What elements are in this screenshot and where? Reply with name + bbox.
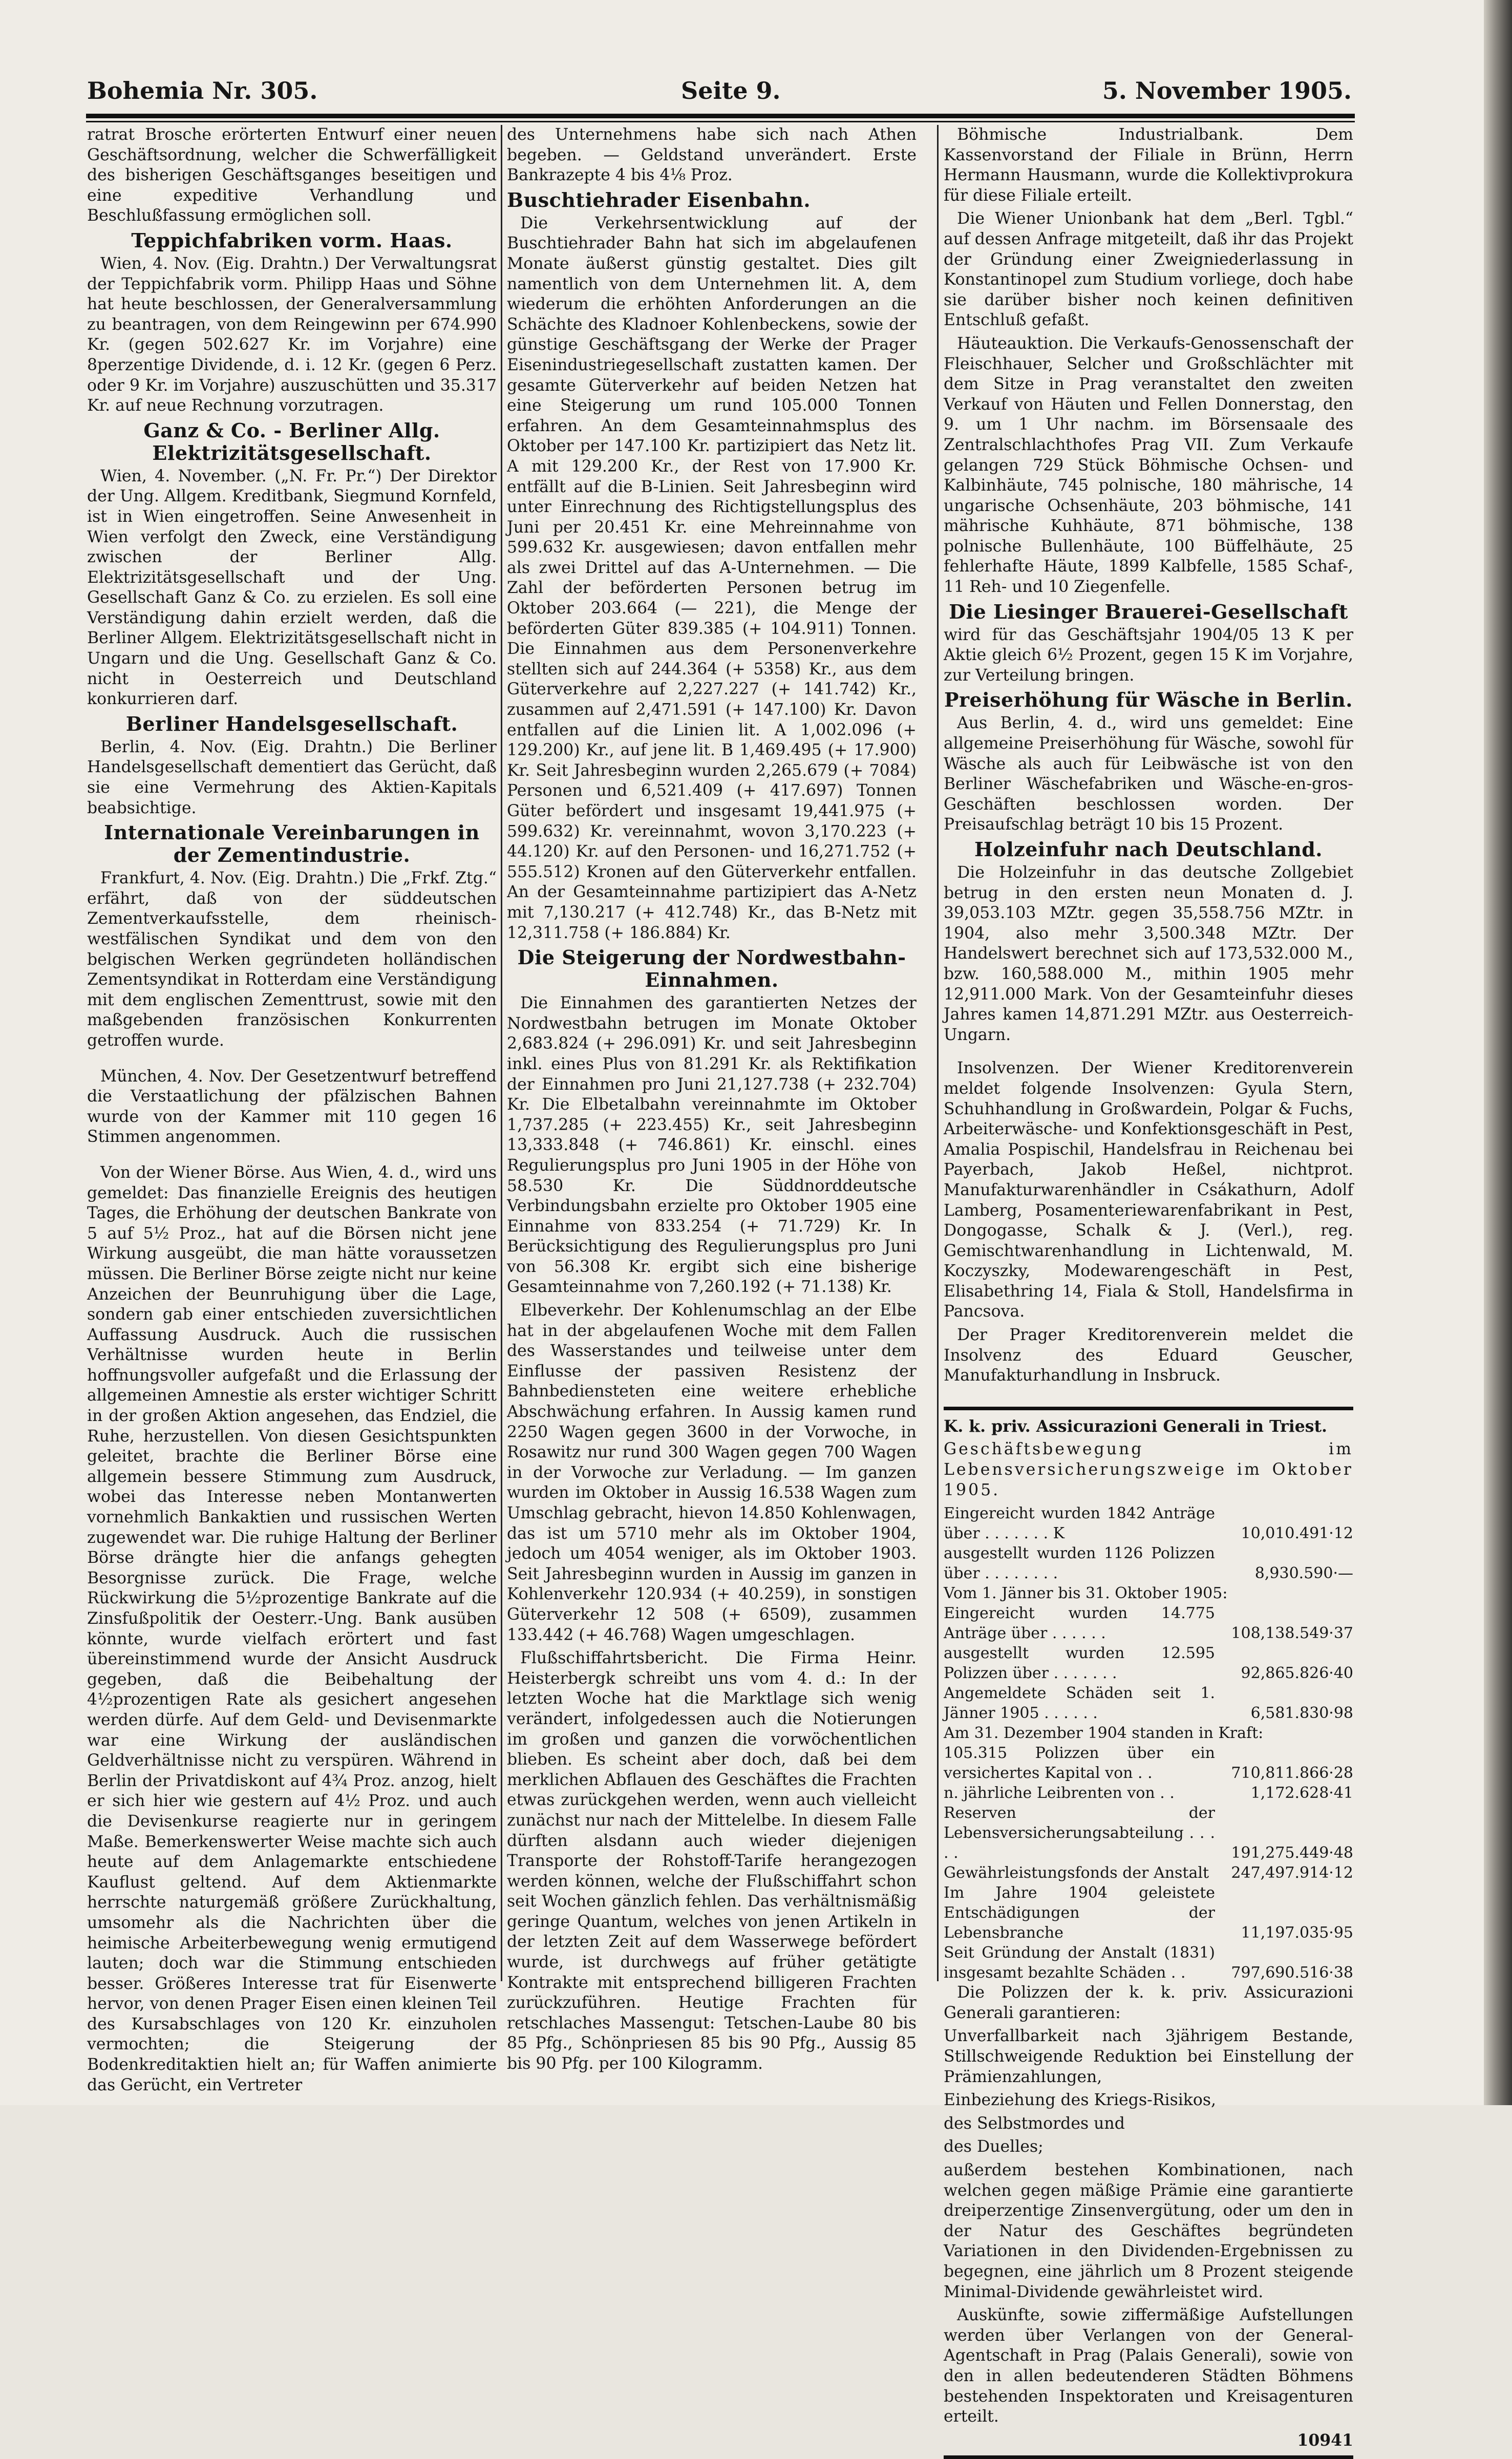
article-text: Die Verkehrsentwicklung auf der Buschtiehrader Bahn hat sich im abgelaufenen Monate äußerst günstig gestaltet. Dies gilt namentlich von dem Unternehmen lit. A, dem wiederum die erhöhten Anforderungen an die Schächte des Kladnoer Kohlenbeckens, sowie der günstige Geschäftsgang der Werke der Prager Eisenindustriegesellschaft zustatten kamen. Der gesamte Güterverkehr auf beiden Netzen hat eine Steigerung um rund 105.000 Tonnen erfahren. An dem Gesamteinnahmsplus des Oktober per 147.100 Kr. partizipiert das Netz lit. A mit 129.200 Kr., der Rest von 17.900 Kr. entfällt auf die B-Linien. Seit Jahresbeginn wird unter Einrechnung des Richtigstellungsplus des Juni per 20.451 Kr. eine Mehreinnahme von 599.632 Kr. ausgewiesen; davon entfallen mehr als zwei Drittel auf das A-Unternehmen. — Die Zahl der beförderten Personen betrug im Oktober 203.664 (— 221), die Menge der beförderten Güter 839.385 (+ 104.911) Tonnen. Die Einnahmen aus dem Personenverkehre stellten sich auf 244.364 (+ 5358) Kr., aus dem Güterverkehre auf 2,227.227 (+ 141.742) Kr., zusammen auf 2,471.591 (+ 147.100) Kr. Davon entfallen auf die Linien lit. A 1,002.096 (+ 129.200) Kr., auf jene lit. B 1,469.495 (+ 17.900) Kr. Seit Jahresbeginn wurden 2,265.679 (+ 7084) Personen und 6,521.409 (+ 417.697) Tonnen Güter befördert und insgesamt 19,441.975 (+ 599.632) Kr. vereinnahmt, wovon 3,170.223 (+ 44.120) Kr. auf den Personen- und 16,271.752 (+ 555.512) Kronen auf den Güterverkehr entfallen. An der Gesamteinnahme partizipiert das A-Netz mit 7,130.217 (+ 412.748) Kr., das B-Netz mit 12,311.758 (+ 186.884) Kr.: [507, 214, 917, 942]
article-heading: Berliner Handelsgesellschaft.: [125, 712, 458, 735]
figure-value: 797,690.516·38: [1231, 1964, 1353, 1982]
figure-row: [944, 1543, 1353, 1583]
figure-value: 1,172.628·41: [1250, 1784, 1353, 1803]
article-text: Berlin, 4. Nov. (Eig. Drahtn.) Die Berliner Handelsgesellschaft dementiert das Gerücht, daß sie eine Vermehrung des Aktien-Kapitals beabsichtige.: [87, 737, 497, 817]
figure-label: Reserven der Lebensversicherungsabteilung . . . . .: [944, 1804, 1215, 1862]
figure-value: 6,581.830·98: [1250, 1704, 1353, 1723]
ad-reference-number: 10941: [1297, 2430, 1353, 2450]
figure-label: Seit Gründung der Anstalt (1831) insgesamt bezahlte Schäden . .: [944, 1944, 1215, 1982]
figure-label: Eingereicht wurden 14.775 Anträge über . . . . . .: [944, 1604, 1215, 1643]
article-text: Die Wiener Unionbank hat dem „Berl. Tgbl.“ auf dessen Anfrage mitgeteilt, daß ihr das Projekt der Gründung einer Zweigniederlassung in Konstantinopel zum Studium vorliege, doch habe sie darüber bisher noch keinen definitiven Entschluß gefaßt.: [944, 209, 1353, 330]
column-rule-2: [937, 125, 939, 1981]
figure-label: n. jährliche Leibrenten von . .: [944, 1784, 1175, 1803]
figure-row: [944, 1803, 1353, 1863]
figure-row: [944, 1603, 1353, 1643]
figure-row: [944, 1943, 1353, 1983]
article-heading: Ganz & Co. - Berliner Allg. Elektrizitätsgesellschaft.: [143, 418, 440, 464]
figure-value: 92,865.826·40: [1241, 1664, 1353, 1683]
figure-subheading: Vom 1. Jänner bis 31. Oktober 1905:: [944, 1584, 1228, 1603]
ad-text: Unverfallbarkeit nach 3jährigem Bestande, Stillschweigende Reduktion bei Einstellung der Prämienzahlungen,: [944, 2027, 1353, 2086]
article-text: wird für das Geschäftsjahr 1904/05 13 K per Aktie gleich 6½ Prozent, gegen 15 K im Vorjahre, zur Verteilung bringen.: [944, 625, 1353, 685]
article-text: Flußschiffahrtsbericht. Die Firma Heinr. Heisterbergk schreibt uns vom 4. d.: In der letzten Woche hat die Marktlage sich wenig verändert, infolgedessen auch die Notierungen im großen und ganzen die vorwöchentlichen blieben. Es scheint aber doch, daß bei dem merklichen Abflauen des Geschäftes die Frachten etwas zurückgehen werden, wenn auch vielleicht zunächst nur nach der Mittelelbe. In diesem Falle dürften alsdann auch wieder diejenigen Transporte der Rohstoff-Tarife herangezogen werden können, welche der Flußschiffahrt schon seit Wochen gänzlich fehlen. Das verhältnismäßig geringe Quantum, welches von jenen Artikeln in der letzten Zeit auf dem Wasserwege befördert wurde, ist durchwegs auf früher getätigte Kontrakte mit entsprechend billigeren Frachten zurückzuführen. Heutige Frachten für retschlaches Massengut: Tetschen-Laube 80 bis 85 Pfg., Schönpriesen 85 bis 90 Pfg., Aussig 85 bis 90 Pfg. per 100 Kilogramm.: [507, 1649, 917, 2073]
article-heading: Teppichfabriken vorm. Haas.: [131, 228, 453, 252]
article-text: Von der Wiener Börse. Aus Wien, 4. d., wird uns gemeldet: Das finanzielle Ereignis des heutigen Tages, die Erhöhung der deutschen Bankrate von 5 auf 5½ Proz., hat auf die Börsen nicht jene Wirkung ausgeübt, die man hätte voraussetzen müssen. Die Berliner Börse zeigte nicht nur keine Anzeichen der Beunruhigung über die Lage, sondern gab einer entschieden zuversichtlichen Auffassung Ausdruck. Auch die russischen Verhältnisse wurden heute in Berlin hoffnungsvoller aufgefaßt und die Erlassung der allgemeinen Amnestie als erster wichtiger Schritt in der großen Aktion angesehen, das Endziel, die Ruhe, herzustellen. Von diesen Gesichtspunkten geleitet, brachte die Berliner Börse eine allgemein bessere Stimmung zum Ausdruck, wobei das Interesse neben Montanwerten vornehmlich Bankaktien und russischen Werten zugewendet war. Die ruhige Haltung der Berliner Börse drängte hier die anfangs gehegten Besorgnisse zurück. Die Frage, welche Rückwirkung die 5½prozentige Bankrate auf die Zinsfußpolitik der Oesterr.-Ung. Bank ausüben könnte, wurde vielfach erörtert und fast übereinstimmend wurde der Ansicht Ausdruck gegeben, daß die Beibehaltung der 4½prozentigen Rate als gesichert angesehen werden dürfe. Auf dem Geld- und Devisenmarkte war eine Wirkung der ausländischen Geldverhältnisse nicht zu verspüren. Während in Berlin der Privatdiskont auf 4¾ Proz. anzog, hielt er sich hier wie gestern auf 4½ Proz. und auch die Devisenkurse reagierte nur in geringem Maße. Bemerkenswerter Weise machte sich auch heute auf dem Anlagemarkte entschiedene Kauflust geltend. Auf dem Aktienmarkte herrschte naturgemäß größere Zurückhaltung, umsomehr als die Nachrichten über die heimische Arbeiterbewegung wenig ermutigend lauten; doch war die Stimmung entschieden besser. Größeres Interesse trat für Eisenwerte hervor, von denen Prager Eisen einen kleinen Teil des Kursabschlages von 120 Kr. einzuholen vermochten; die Steigerung der Bodenkreditaktien hielt an; für Waffen animierte das Gerücht, ein Vertreter: [87, 1163, 497, 2094]
figure-label: ausgestellt wurden 1126 Polizzen über . . . . . . . .: [944, 1544, 1215, 1583]
figure-row: [944, 1783, 1353, 1803]
article-heading: Preiserhöhung für Wäsche in Berlin.: [944, 688, 1353, 712]
ad-text: des Duelles;: [944, 2137, 1044, 2156]
article-text: des Unternehmens habe sich nach Athen begeben. — Geldstand unverändert. Erste Bankrazepte 4 bis 4⅛ Proz.: [507, 125, 917, 185]
column-1: [87, 125, 497, 2094]
article-text: Aus Berlin, 4. d., wird uns gemeldet: Eine allgemeine Preiserhöhung für Wäsche, sowohl für Wäsche als auch für Leibwäsche ist von den Berliner Wäschefabriken und Wäsche-en-gros-Geschäften beschlossen worden. Der Preisaufschlag beträgt 10 bis 15 Prozent.: [944, 714, 1353, 834]
column-3: [944, 125, 1353, 2450]
page-number: Seite 9.: [681, 77, 781, 104]
figure-value: 247,497.914·12: [1231, 1864, 1353, 1882]
figure-label: Eingereicht wurden 1842 Anträge über . . . . . . . K: [944, 1504, 1215, 1543]
figure-label: Angemeldete Schäden seit 1. Jänner 1905 . . . . . .: [944, 1684, 1215, 1723]
ad-intro: Geschäftsbewegung im Lebensversicherungszweige im Oktober 1905.: [944, 1440, 1353, 1499]
figure-label: Gewährleistungsfonds der Anstalt: [944, 1864, 1209, 1882]
figure-value: 710,811.866·28: [1231, 1764, 1353, 1783]
article-text: München, 4. Nov. Der Gesetzentwurf betreffend die Verstaatlichung der pfälzischen Bahnen wurde von der Kammer mit 110 gegen 16 Stimmen angenommen.: [87, 1067, 497, 1147]
figure-value: 191,275.449·48: [1231, 1844, 1353, 1862]
column-2: [507, 125, 917, 2073]
article-text: Wien, 4. November. („N. Fr. Pr.“) Der Direktor der Ung. Allgem. Kreditbank, Siegmund Kornfeld, ist in Wien eingetroffen. Seine Anwesenheit in Wien verfolgt den Zweck, eine Verständigung zwischen der Berliner Allg. Elektrizitätsgesellschaft und der Ung. Gesellschaft Ganz & Co. zu erzielen. Es soll eine Verständigung dahin erzielt werden, daß die Berliner Allgem. Elektrizitätsgesellschaft nicht in Ungarn und die Ung. Gesellschaft Ganz & Co. nicht in Oesterreich und Deutschland konkurrieren darf.: [87, 467, 497, 709]
figure-row: [944, 1883, 1353, 1943]
ad-text: Einbeziehung des Kriegs-Risikos,: [944, 2091, 1217, 2110]
article-heading: Holzeinfuhr nach Deutschland.: [974, 838, 1323, 861]
figure-subheading: Am 31. Dezember 1904 standen in Kraft:: [944, 1724, 1264, 1743]
figure-row: [944, 1683, 1353, 1723]
figure-value: 10,010.491·12: [1241, 1524, 1353, 1543]
figure-label: 105.315 Polizzen über ein versichertes Kapital von . .: [944, 1744, 1215, 1783]
header-rule-thin: [86, 121, 1355, 122]
article-text: Elbeverkehr. Der Kohlenumschlag an der Elbe hat in der abgelaufenen Woche mit dem Fallen des Wasserstandes und teilweise unter dem Einflusse der passiven Resistenz der Bahnbediensteten eine weitere erhebliche Abschwächung erfahren. In Aussig kamen rund 2250 Wagen gegen 3600 in der Vorwoche, in Rosawitz nur rund 300 Wagen gegen 700 Wagen in der Vorwoche zur Verladung. — Im ganzen wurden im Oktober in Aussig 16.538 Wagen zum Umschlag gebracht, hievon 14.850 Kohlenwagen, das ist um 5710 mehr als im Oktober 1904, jedoch um 4054 weniger, als im Oktober 1903. Seit Jahresbeginn wurden in Aussig im ganzen in Kohlenverkehr 120.934 (+ 40.259), in sonstigen Güterverkehr 12 508 (+ 6509), zusammen 133.442 (+ 46.768) Wagen umgeschlagen.: [507, 1301, 917, 1644]
figure-label: Im Jahre 1904 geleistete Entschädigungen der Lebensbranche: [944, 1884, 1215, 1942]
ad-figures: [944, 1503, 1353, 1983]
issue-date: 5. November 1905.: [1102, 77, 1352, 104]
article-heading: Buschtiehrader Eisenbahn.: [507, 188, 811, 211]
article-text: Die Einnahmen des garantierten Netzes der Nordwestbahn betrugen im Monate Oktober 2,683.824 (+ 296.091) Kr. und seit Jahresbeginn inkl. eines Plus von 81.291 Kr. als Rektifikation der Einnahmen pro Juni 21,127.738 (+ 232.704) Kr. Die Elbetalbahn vereinnahmte im Oktober 1,737.285 (+ 223.455) Kr., seit Jahresbeginn 13,333.848 (+ 746.861) Kr. einschl. eines Regulierungsplus pro Juni 1905 in der Höhe von 58.530 Kr. Die Süddnorddeutsche Verbindungsbahn erzielte pro Oktober 1905 eine Einnahme von 833.254 (+ 71.729) Kr. In Berücksichtigung des Regulierungsplus pro Juni von 56.308 Kr. ergibt sich eine bisherige Gesamteinnahme von 7,260.192 (+ 71.138) Kr.: [507, 994, 917, 1297]
figure-row: [944, 1643, 1353, 1683]
article-text: Der Prager Kreditorenverein meldet die Insolvenz des Eduard Geuscher, Manufakturhandlung in Insbruck.: [944, 1326, 1353, 1385]
scan-edge: [1484, 0, 1512, 2105]
issue-number: Bohemia Nr. 305.: [87, 77, 318, 104]
figure-value: 8,930.590·—: [1254, 1564, 1353, 1583]
figure-row: [944, 1503, 1353, 1543]
article-text: Insolvenzen. Der Wiener Kreditorenverein meldet folgende Insolvenzen: Gyula Stern, Schuhhandlung in Großwardein, Polgar & Fuchs, Arbeiterwäsche- und Konfektionsgeschäft in Pest, Amalia Pospischil, Handelsfrau in Reichenau bei Payerbach, Jakob Heßel, nichtprot. Manufakturwarenhändler in Csákathurn, Adolf Lamberg, Posamenteriewarenfabrikant in Pest, Dongogasse, Schalk & J. (Verl.), reg. Gemischtwarenhandlung in Lichtenwald, M. Koczyszky, Modewarengeschäft in Pest, Elisabethring 14, Fiala & Stoll, Handelsfirma in Pancsova.: [944, 1059, 1353, 1321]
article-heading: Internationale Vereinbarungen in der Zementindustrie.: [104, 821, 480, 867]
article-text: Die Holzeinfuhr in das deutsche Zollgebiet betrug in den ersten neun Monaten d. J. 39,053.103 MZtr. gegen 35,558.756 MZtr. in 1904, also mehr 3,500.348 MZtr. Der Handelswert berechnet sich auf 173,532.000 M., bzw. 160,588.000 M., mithin 1905 mehr 12,911.000 Mark. Von der Gesamteinfuhr dieses Jahres kamen 14,871.291 MZtr. aus Oesterreich-Ungarn.: [944, 863, 1353, 1044]
article-text: Frankfurt, 4. Nov. (Eig. Drahtn.) Die „Frkf. Ztg.“ erfährt, daß von der süddeutschen Zementverkaufsstelle, dem rheinisch-westfälischen Syndikat und dem von den belgischen Werken gegründeten holländischen Zementsyndikat in Rotterdam eine Verständigung mit dem englischen Zementtrust, sowie mit den maßgebenden französischen Konkurrenten getroffen wurde.: [87, 869, 497, 1050]
article-text: Häuteauktion. Die Verkaufs-Genossenschaft der Fleischhauer, Selcher und Großschlächter mit dem Sitze in Prag veranstaltet den zweiten Verkauf von Häuten und Fellen Donnerstag, den 9. um 1 Uhr nachm. im Börsensaale des Zentralschlachthofes Prag VII. Zum Verkaufe gelangen 729 Stück Böhmische Ochsen- und Kalbinhäute, 745 polnische, 180 mährische, 14 ungarische Ochsenhäute, 203 böhmische, 141 mährische Kuhhäute, 871 böhmische, 138 polnische Bullenhäute, 100 Büffelhäute, 25 fehlerhafte Häute, 1899 Kalbfelle, 1585 Schaf-, 11 Reh- und 10 Ziegenfelle.: [944, 334, 1353, 597]
article-text: Wien, 4. Nov. (Eig. Drahtn.) Der Verwaltungsrat der Teppichfabrik vorm. Philipp Haas und Söhne hat heute beschlossen, der Generalversammlung zu beantragen, von dem Reingewinn per 674.990 Kr. (gegen 502.627 Kr. im Vorjahre) eine 8perzentige Dividende, d. i. 12 Kr. (gegen 6 Perz. oder 9 Kr. im Vorjahre) auszuschütten und 35.317 Kr. auf neue Rechnung vorzutragen.: [87, 254, 497, 415]
insurance-advertisement: [944, 1407, 1353, 2459]
article-heading: Die Steigerung der Nordwestbahn-Einnahmen.: [517, 946, 906, 992]
article-text: ratrat Brosche erörterten Entwurf einer neuen Geschäftsordnung, welcher die Schwerfälligkeit des bisherigen Geschäftsganges beseitigen und eine expeditive Verhandlung und Beschlußfassung ermöglichen soll.: [87, 125, 497, 225]
ad-text: Die Polizzen der k. k. priv. Assicurazioni Generali garantieren:: [944, 1983, 1353, 2022]
figure-row: [944, 1863, 1353, 1883]
ad-text: außerdem bestehen Kombinationen, nach welchen gegen mäßige Prämie eine garantierte dreiperzentige Zinsenvergütung, oder um den in der Natur des Geschäftes begründeten Variationen in den Dividenden-Ergebnissen zu begegnen, eine jährlich um 8 Prozent steigende Minimal-Dividende gewährleistet wird.: [944, 2160, 1353, 2301]
article-heading: Die Liesinger Brauerei-Gesellschaft: [949, 600, 1348, 623]
figure-label: ausgestellt wurden 12.595 Polizzen über . . . . . . .: [944, 1644, 1215, 1683]
figure-value: 11,197.035·95: [1241, 1924, 1353, 1942]
header-rule: [86, 114, 1355, 118]
figure-value: 108,138.549·37: [1231, 1624, 1353, 1643]
ad-heading: K. k. priv. Assicurazioni Generali in Triest.: [944, 1416, 1328, 1436]
column-rule-1: [501, 125, 502, 1981]
article-text: Böhmische Industrialbank. Dem Kassenvorstand der Filiale in Brünn, Herrn Hermann Hausmann, wurde die Kollektivprokura für diese Filiale erteilt.: [944, 125, 1353, 205]
ad-text: des Selbstmordes und: [944, 2114, 1125, 2133]
ad-text: Auskünfte, sowie ziffermäßige Aufstellungen werden über Verlangen von der General-Agentschaft in Prag (Palais Generali), sowie von den in allen bedeutenderen Städten Böhmens bestehenden Inspektoraten und Kreisagenturen erteilt.: [944, 2306, 1353, 2426]
page-header: [87, 77, 1352, 108]
figure-row: [944, 1743, 1353, 1783]
